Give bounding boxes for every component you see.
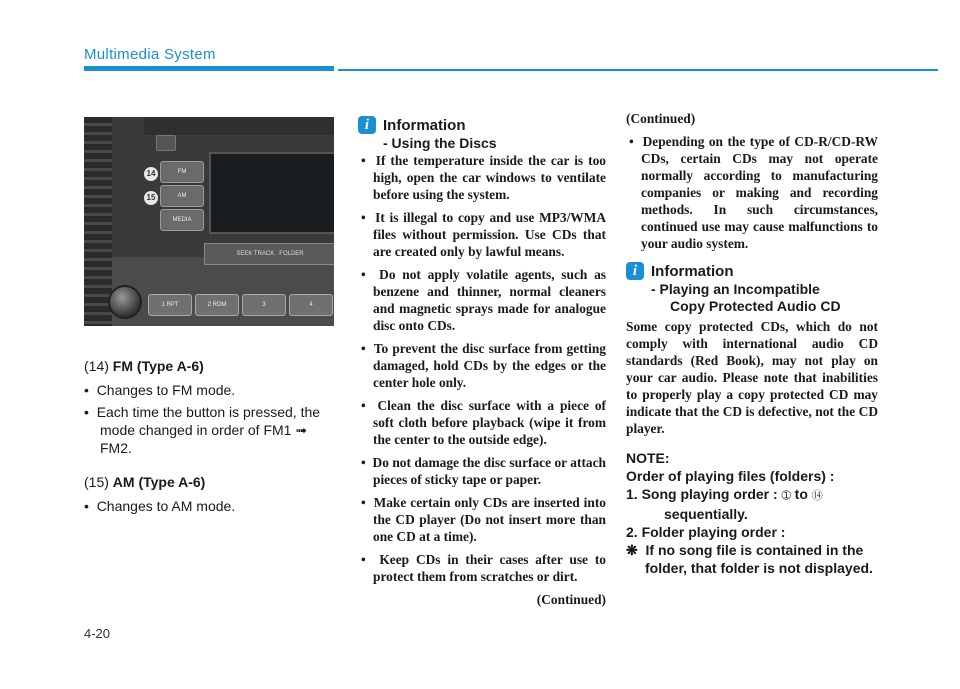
preset-3: 3 bbox=[242, 294, 286, 316]
list-item: • It is illegal to copy and use MP3/WMA files without permission. Use CDs that are created only by lawful means. bbox=[361, 210, 607, 259]
info-paragraph: Some copy protected CDs, which do not comply with international audio CD standards (Red Book), may not play on your car audio. Please note that inabilities to properly play a copy protected CD may indicate that the CD is defective, not the CD player. bbox=[626, 319, 878, 436]
list-item: • Depending on the type of CD-R/CD-RW CDs, certain CDs may not operate normally according to manufacturing companies or making and recording methods. In such circumstances, continued use may cause malfunctions to your audio system. bbox=[629, 134, 878, 251]
callout-15: 15 bbox=[144, 191, 158, 205]
list-item: • Do not apply volatile agents, such as benzene and thinner, normal cleaners and magnetic sprays made for analogue disc onto CDs. bbox=[361, 267, 606, 333]
info-subtitle-line1: - Playing an Incompatible bbox=[651, 281, 820, 297]
list-item: • Clean the disc surface with a piece of soft cloth before playback (wipe it from the center to the outside edge). bbox=[361, 398, 606, 447]
continued-label: (Continued) bbox=[626, 111, 696, 126]
order-label: Order of playing files (folders) : bbox=[626, 468, 835, 484]
preset-1: 1 RPT bbox=[148, 294, 192, 316]
list-item: 1. Song playing order : ➀ to ⑭ sequentially. bbox=[626, 486, 823, 522]
list-item: • Keep CDs in their cases after use to protect them from scratches or dirt. bbox=[361, 552, 606, 584]
header-title: Multimedia System bbox=[84, 46, 216, 63]
list-item: 2. Folder playing order : bbox=[626, 524, 786, 540]
seek-label: SEEK TRACK bbox=[236, 251, 275, 257]
section-14-number: (14) bbox=[84, 358, 113, 374]
right-column bbox=[626, 110, 878, 577]
list-item: • If the temperature inside the car is too high, open the car windows to ventilate before using the system. bbox=[361, 153, 606, 202]
info-box-header bbox=[626, 260, 878, 318]
eject-icon bbox=[156, 135, 176, 151]
radio-display bbox=[209, 152, 334, 234]
seek-track-button bbox=[204, 243, 334, 265]
power-volume-knob bbox=[108, 285, 142, 319]
middle-column bbox=[358, 114, 606, 608]
info-icon: i bbox=[358, 116, 376, 134]
info-title: Information bbox=[651, 263, 734, 280]
list-item: • Changes to AM mode. bbox=[84, 498, 236, 514]
section-15-number: (15) bbox=[84, 474, 113, 490]
header-rule-thin bbox=[338, 69, 938, 71]
info-subtitle: - Using the Discs bbox=[383, 135, 497, 151]
list-item: • Changes to FM mode. bbox=[84, 382, 236, 398]
list-item: • Do not damage the disc surface or attach pieces of sticky tape or paper. bbox=[361, 455, 606, 487]
note-label: NOTE: bbox=[626, 450, 670, 466]
list-item: • Make certain only CDs are inserted into the CD player (Do not insert more than one CD at a time). bbox=[361, 495, 606, 544]
section-15-title: AM (Type A-6) bbox=[112, 474, 206, 490]
info-title: Information bbox=[383, 117, 466, 134]
preset-2: 2 RDM bbox=[195, 294, 239, 316]
header-rule-thick bbox=[84, 66, 334, 71]
radio-fm-button: FM bbox=[160, 161, 204, 183]
info-box-header bbox=[358, 114, 606, 152]
left-column bbox=[84, 357, 336, 519]
info-subtitle bbox=[651, 281, 841, 315]
asterisk-icon: ❋ bbox=[626, 542, 638, 558]
folder-label: FOLDER bbox=[279, 251, 304, 257]
air-vent bbox=[84, 117, 112, 326]
preset-4: 4 bbox=[289, 294, 333, 316]
list-item: • To prevent the disc surface from getting damaged, hold CDs by the edges or the center hole only. bbox=[361, 341, 606, 390]
section-15-heading bbox=[84, 473, 336, 491]
disc-slot-bar bbox=[144, 117, 334, 135]
list-item: • Each time the button is pressed, the mode changed in order of FM1 ➟ FM2. bbox=[84, 404, 321, 456]
info-icon: i bbox=[626, 262, 644, 280]
section-14-title: FM (Type A-6) bbox=[112, 358, 204, 374]
callout-14: 14 bbox=[144, 167, 158, 181]
info-subtitle-line2: Copy Protected Audio CD bbox=[670, 298, 841, 314]
radio-photo bbox=[84, 117, 334, 326]
list-item: ❋ If no song file is contained in the folder, that folder is not displayed. bbox=[626, 542, 873, 576]
continued-label: (Continued) bbox=[536, 592, 606, 607]
preset-buttons bbox=[148, 293, 334, 315]
radio-media-button: MEDIA bbox=[160, 209, 204, 231]
page-number: 4-20 bbox=[84, 626, 111, 641]
radio-am-button: AM bbox=[160, 185, 204, 207]
section-14-heading bbox=[84, 357, 336, 375]
